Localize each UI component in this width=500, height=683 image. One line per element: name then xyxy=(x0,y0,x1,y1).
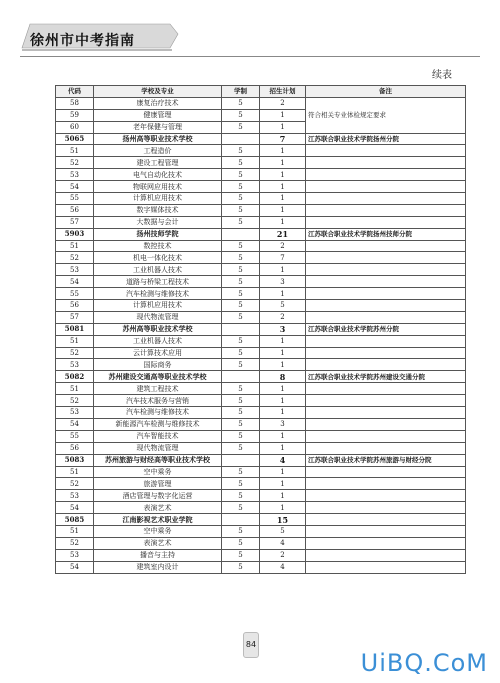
row-years: 5 xyxy=(222,502,260,514)
row-name: 道路与桥梁工程技术 xyxy=(94,276,222,288)
row-note xyxy=(306,561,466,573)
row-code: 54 xyxy=(56,181,94,193)
major-row xyxy=(56,490,466,502)
row-code: 53 xyxy=(56,359,94,371)
row-name: 数控技术 xyxy=(94,240,222,252)
major-row xyxy=(56,181,466,193)
school-row xyxy=(56,514,466,526)
row-years: 5 xyxy=(222,359,260,371)
row-code: 5085 xyxy=(56,514,94,526)
row-plan: 1 xyxy=(260,430,306,442)
major-row xyxy=(56,204,466,216)
row-code: 54 xyxy=(56,561,94,573)
row-plan: 7 xyxy=(260,252,306,264)
row-years xyxy=(222,454,260,466)
row-name: 新能源汽车检测与维修技术 xyxy=(94,418,222,430)
row-name: 苏州建设交通高等职业技术学校 xyxy=(94,371,222,383)
major-row xyxy=(56,157,466,169)
major-row xyxy=(56,193,466,205)
admission-table xyxy=(55,85,466,574)
row-plan: 3 xyxy=(260,418,306,430)
row-code: 5083 xyxy=(56,454,94,466)
row-plan: 2 xyxy=(260,549,306,561)
header-school-major: 学校及专业 xyxy=(94,86,222,98)
row-years: 5 xyxy=(222,216,260,228)
row-note xyxy=(306,300,466,312)
row-plan: 5 xyxy=(260,525,306,537)
row-years: 5 xyxy=(222,407,260,419)
row-code: 52 xyxy=(56,347,94,359)
continued-label: 续表 xyxy=(432,70,452,81)
major-row xyxy=(56,466,466,478)
row-note xyxy=(306,216,466,228)
row-name: 机电一体化技术 xyxy=(94,252,222,264)
row-code: 60 xyxy=(56,121,94,133)
row-years: 5 xyxy=(222,525,260,537)
row-name: 大数据与会计 xyxy=(94,216,222,228)
row-code: 51 xyxy=(56,335,94,347)
row-code: 55 xyxy=(56,288,94,300)
row-code: 5081 xyxy=(56,323,94,335)
row-years: 5 xyxy=(222,300,260,312)
row-plan: 1 xyxy=(260,407,306,419)
row-note xyxy=(306,276,466,288)
row-years: 5 xyxy=(222,193,260,205)
major-row xyxy=(56,502,466,514)
major-row xyxy=(56,525,466,537)
header-note: 备注 xyxy=(306,86,466,98)
major-row xyxy=(56,418,466,430)
row-plan: 1 xyxy=(260,335,306,347)
row-note xyxy=(306,193,466,205)
row-note xyxy=(306,502,466,514)
row-plan: 7 xyxy=(260,133,306,145)
row-years: 5 xyxy=(222,478,260,490)
row-years: 5 xyxy=(222,442,260,454)
major-row xyxy=(56,347,466,359)
major-row xyxy=(56,430,466,442)
row-note xyxy=(306,311,466,323)
row-plan: 21 xyxy=(260,228,306,240)
row-code: 52 xyxy=(56,395,94,407)
row-years: 5 xyxy=(222,157,260,169)
row-code: 59 xyxy=(56,109,94,121)
row-note: 江苏联合职业技术学院苏州旅游与财经分院 xyxy=(306,454,466,466)
major-row xyxy=(56,549,466,561)
header-divider xyxy=(20,56,480,57)
major-row xyxy=(56,288,466,300)
row-name: 苏州高等职业技术学校 xyxy=(94,323,222,335)
row-plan: 2 xyxy=(260,240,306,252)
row-years: 5 xyxy=(222,252,260,264)
header-code: 代码 xyxy=(56,86,94,98)
row-plan: 15 xyxy=(260,514,306,526)
row-years xyxy=(222,133,260,145)
row-name: 国际商务 xyxy=(94,359,222,371)
row-code: 51 xyxy=(56,240,94,252)
row-code: 53 xyxy=(56,407,94,419)
row-plan: 1 xyxy=(260,490,306,502)
row-plan: 3 xyxy=(260,323,306,335)
major-row xyxy=(56,537,466,549)
row-name: 现代物流管理 xyxy=(94,442,222,454)
row-plan: 1 xyxy=(260,383,306,395)
row-code: 51 xyxy=(56,383,94,395)
table-header-row xyxy=(56,86,466,98)
row-note: 江苏联合职业技术学院扬州技师分院 xyxy=(306,228,466,240)
row-name: 建筑工程技术 xyxy=(94,383,222,395)
row-note xyxy=(306,288,466,300)
major-row xyxy=(56,561,466,573)
row-note: 江苏联合职业技术学院苏州建设交通分院 xyxy=(306,371,466,383)
row-name: 汽车检测与维修技术 xyxy=(94,288,222,300)
row-note xyxy=(306,335,466,347)
row-plan: 4 xyxy=(260,561,306,573)
row-plan: 1 xyxy=(260,181,306,193)
row-name: 汽车智能技术 xyxy=(94,430,222,442)
row-code: 53 xyxy=(56,264,94,276)
row-code: 54 xyxy=(56,502,94,514)
row-note xyxy=(306,514,466,526)
row-name: 计算机应用技术 xyxy=(94,300,222,312)
major-row xyxy=(56,359,466,371)
row-plan: 1 xyxy=(260,442,306,454)
row-name: 酒店管理与数字化运营 xyxy=(94,490,222,502)
row-plan: 5 xyxy=(260,300,306,312)
row-code: 52 xyxy=(56,252,94,264)
row-years: 5 xyxy=(222,395,260,407)
row-name: 康复治疗技术 xyxy=(94,97,222,109)
row-years: 5 xyxy=(222,537,260,549)
school-row xyxy=(56,323,466,335)
row-note xyxy=(306,264,466,276)
row-note xyxy=(306,466,466,478)
row-code: 53 xyxy=(56,549,94,561)
row-plan: 1 xyxy=(260,395,306,407)
row-name: 物联网应用技术 xyxy=(94,181,222,193)
row-name: 现代物流管理 xyxy=(94,311,222,323)
row-plan: 4 xyxy=(260,537,306,549)
row-note xyxy=(306,252,466,264)
row-name: 老年保健与管理 xyxy=(94,121,222,133)
row-code: 54 xyxy=(56,418,94,430)
row-note xyxy=(306,525,466,537)
row-note: 江苏联合职业技术学院扬州分院 xyxy=(306,133,466,145)
row-code: 5082 xyxy=(56,371,94,383)
row-plan: 2 xyxy=(260,311,306,323)
row-note xyxy=(306,549,466,561)
row-name: 表演艺术 xyxy=(94,502,222,514)
major-row xyxy=(56,407,466,419)
row-name: 建设工程管理 xyxy=(94,157,222,169)
row-plan: 2 xyxy=(260,97,306,109)
row-note xyxy=(306,490,466,502)
row-years xyxy=(222,371,260,383)
row-name: 扬州高等职业技术学校 xyxy=(94,133,222,145)
row-note xyxy=(306,145,466,157)
row-years: 5 xyxy=(222,383,260,395)
row-note xyxy=(306,395,466,407)
row-years: 5 xyxy=(222,240,260,252)
major-row xyxy=(56,276,466,288)
row-code: 51 xyxy=(56,525,94,537)
row-code: 56 xyxy=(56,204,94,216)
row-code: 51 xyxy=(56,466,94,478)
row-code: 57 xyxy=(56,216,94,228)
row-code: 54 xyxy=(56,276,94,288)
row-name: 工程造价 xyxy=(94,145,222,157)
row-years: 5 xyxy=(222,169,260,181)
row-note xyxy=(306,407,466,419)
row-name: 汽车检测与维修技术 xyxy=(94,407,222,419)
row-note: 符合相关专业体检规定要求 xyxy=(306,97,466,133)
table-body xyxy=(56,97,466,573)
row-plan: 1 xyxy=(260,288,306,300)
row-name: 空中乘务 xyxy=(94,525,222,537)
row-years: 5 xyxy=(222,490,260,502)
row-plan: 1 xyxy=(260,347,306,359)
major-row xyxy=(56,395,466,407)
row-plan: 1 xyxy=(260,359,306,371)
row-years: 5 xyxy=(222,311,260,323)
watermark: UiBQ.CoM xyxy=(360,649,488,677)
row-note: 江苏联合职业技术学院苏州分院 xyxy=(306,323,466,335)
school-row xyxy=(56,454,466,466)
row-name: 扬州技师学院 xyxy=(94,228,222,240)
row-note xyxy=(306,430,466,442)
row-years: 5 xyxy=(222,204,260,216)
major-row xyxy=(56,216,466,228)
row-plan: 1 xyxy=(260,169,306,181)
row-years: 5 xyxy=(222,121,260,133)
row-plan: 4 xyxy=(260,454,306,466)
row-code: 57 xyxy=(56,311,94,323)
row-years: 5 xyxy=(222,145,260,157)
row-code: 53 xyxy=(56,490,94,502)
row-name: 旅游管理 xyxy=(94,478,222,490)
row-plan: 8 xyxy=(260,371,306,383)
row-plan: 1 xyxy=(260,109,306,121)
major-row xyxy=(56,97,466,109)
row-plan: 1 xyxy=(260,193,306,205)
major-row xyxy=(56,311,466,323)
row-plan: 1 xyxy=(260,216,306,228)
row-note xyxy=(306,359,466,371)
school-row xyxy=(56,133,466,145)
row-note xyxy=(306,181,466,193)
row-name: 苏州旅游与财经高等职业技术学校 xyxy=(94,454,222,466)
row-note xyxy=(306,537,466,549)
row-name: 空中乘务 xyxy=(94,466,222,478)
major-row xyxy=(56,264,466,276)
major-row xyxy=(56,240,466,252)
major-row xyxy=(56,383,466,395)
row-name: 健康管理 xyxy=(94,109,222,121)
row-code: 52 xyxy=(56,537,94,549)
major-row xyxy=(56,478,466,490)
row-code: 5065 xyxy=(56,133,94,145)
major-row xyxy=(56,252,466,264)
row-name: 播音与主持 xyxy=(94,549,222,561)
row-years xyxy=(222,514,260,526)
school-row xyxy=(56,228,466,240)
major-row xyxy=(56,300,466,312)
row-plan: 1 xyxy=(260,264,306,276)
row-years: 5 xyxy=(222,109,260,121)
school-row xyxy=(56,371,466,383)
header-years: 学制 xyxy=(222,86,260,98)
row-plan: 1 xyxy=(260,466,306,478)
row-name: 表演艺术 xyxy=(94,537,222,549)
major-row xyxy=(56,442,466,454)
row-name: 汽车技术服务与营销 xyxy=(94,395,222,407)
row-name: 云计算技术应用 xyxy=(94,347,222,359)
row-code: 51 xyxy=(56,145,94,157)
row-plan: 1 xyxy=(260,502,306,514)
row-note xyxy=(306,383,466,395)
row-code: 56 xyxy=(56,300,94,312)
row-years: 5 xyxy=(222,288,260,300)
row-code: 52 xyxy=(56,157,94,169)
row-note xyxy=(306,347,466,359)
row-note xyxy=(306,442,466,454)
row-years: 5 xyxy=(222,430,260,442)
row-plan: 1 xyxy=(260,121,306,133)
row-years: 5 xyxy=(222,549,260,561)
row-note xyxy=(306,418,466,430)
row-years: 5 xyxy=(222,466,260,478)
row-name: 工业机器人技术 xyxy=(94,335,222,347)
row-code: 53 xyxy=(56,169,94,181)
row-years xyxy=(222,323,260,335)
major-row xyxy=(56,335,466,347)
row-note xyxy=(306,169,466,181)
row-years: 5 xyxy=(222,97,260,109)
row-code: 55 xyxy=(56,193,94,205)
header-plan: 招生计划 xyxy=(260,86,306,98)
row-name: 建筑室内设计 xyxy=(94,561,222,573)
row-name: 工业机器人技术 xyxy=(94,264,222,276)
row-note xyxy=(306,478,466,490)
row-name: 电气自动化技术 xyxy=(94,169,222,181)
row-years: 5 xyxy=(222,347,260,359)
row-plan: 3 xyxy=(260,276,306,288)
row-name: 计算机应用技术 xyxy=(94,193,222,205)
row-years: 5 xyxy=(222,276,260,288)
row-plan: 1 xyxy=(260,145,306,157)
row-code: 55 xyxy=(56,430,94,442)
row-note xyxy=(306,204,466,216)
row-plan: 1 xyxy=(260,478,306,490)
page-number: 84 xyxy=(243,632,259,658)
row-years: 5 xyxy=(222,264,260,276)
row-years: 5 xyxy=(222,561,260,573)
row-plan: 1 xyxy=(260,157,306,169)
row-years: 5 xyxy=(222,335,260,347)
row-name: 数字媒体技术 xyxy=(94,204,222,216)
row-code: 5903 xyxy=(56,228,94,240)
major-row xyxy=(56,145,466,157)
row-code: 52 xyxy=(56,478,94,490)
row-code: 58 xyxy=(56,97,94,109)
row-name: 江南影视艺术职业学院 xyxy=(94,514,222,526)
row-years xyxy=(222,228,260,240)
row-plan: 1 xyxy=(260,204,306,216)
major-row xyxy=(56,169,466,181)
row-note xyxy=(306,240,466,252)
header-title: 徐州市中考指南 xyxy=(30,33,135,49)
row-years: 5 xyxy=(222,418,260,430)
row-note xyxy=(306,157,466,169)
row-years: 5 xyxy=(222,181,260,193)
row-code: 56 xyxy=(56,442,94,454)
